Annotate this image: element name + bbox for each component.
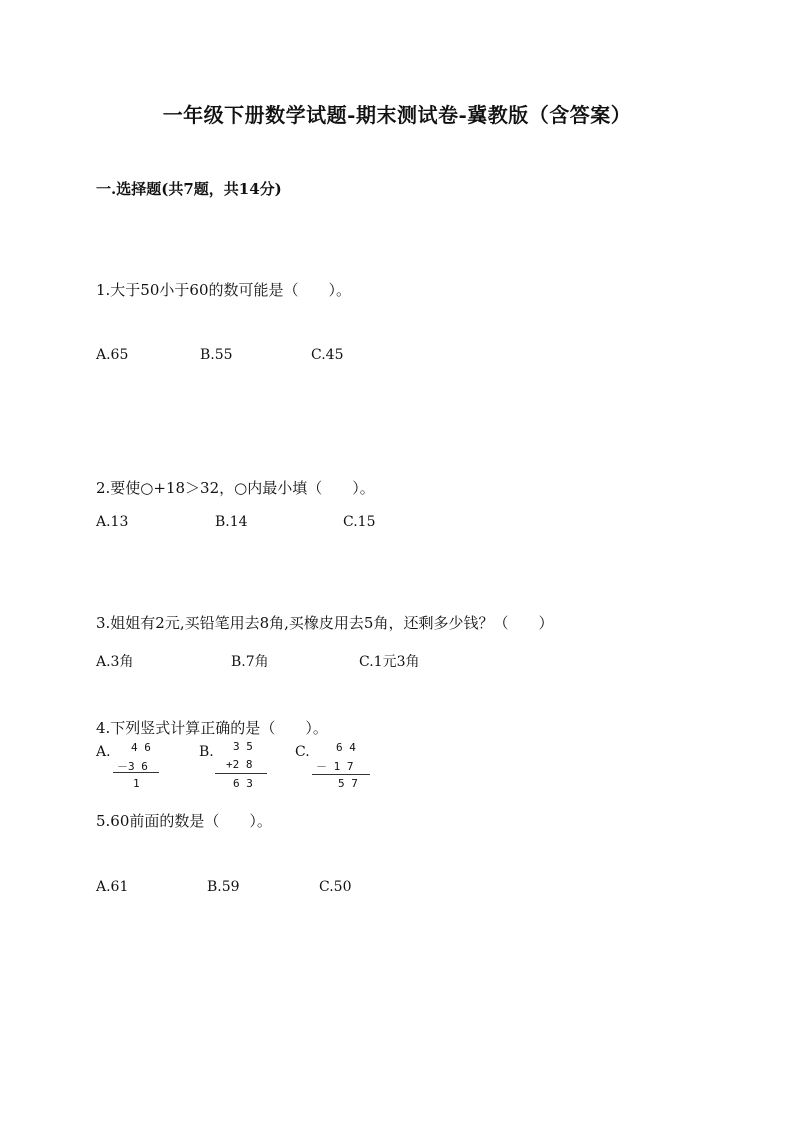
q3-option-a: A.3角 <box>96 654 134 670</box>
question-3: 3.姐姐有2元,买铅笔用去8角,买橡皮用去5角，还剩多少钱？（ ） <box>96 614 554 632</box>
q3-option-c: C.1元3角 <box>359 654 420 670</box>
q1-option-b: B.55 <box>200 347 233 363</box>
q4-c-bottom: 5 7 <box>338 777 358 790</box>
q4-c-rule <box>312 774 370 775</box>
q4-c-top: 6 4 <box>336 741 356 754</box>
q4-option-a-label: A. <box>96 744 111 760</box>
question-4: 4.下列竖式计算正确的是（ ）。 <box>96 719 328 737</box>
q4-b-bottom: 6 3 <box>233 777 253 790</box>
q4-option-c-label: C. <box>295 744 310 760</box>
q4-a-top: 4 6 <box>131 741 151 754</box>
q1-option-a: A.65 <box>96 347 129 363</box>
q2-option-a: A.13 <box>96 514 129 530</box>
q2-option-b: B.14 <box>215 514 248 530</box>
section-heading: 一.选择题(共7题，共14分) <box>96 180 282 198</box>
q5-option-a: A.61 <box>96 879 129 895</box>
question-2: 2.要使○+18＞32，○内最小填（ ）。 <box>96 479 375 497</box>
q4-a-bottom: 1 <box>133 777 140 790</box>
q4-option-b-label: B. <box>199 744 214 760</box>
page-title: 一年级下册数学试题-期末测试卷-冀教版（含答案） <box>162 103 632 127</box>
q2-option-c: C.15 <box>343 514 376 530</box>
q5-option-c: C.50 <box>319 879 352 895</box>
q4-b-mid: +2 8 <box>226 758 253 771</box>
q4-b-top: 3 5 <box>233 740 253 753</box>
q3-option-b: B.7角 <box>231 654 269 670</box>
q5-option-b: B.59 <box>207 879 240 895</box>
q4-a-mid: －3 6 <box>117 760 148 773</box>
question-1: 1.大于50小于60的数可能是（ ）。 <box>96 281 351 299</box>
q4-a-rule <box>113 772 159 773</box>
q4-b-rule <box>215 773 267 774</box>
question-5: 5.60前面的数是（ ）。 <box>96 812 272 830</box>
q1-option-c: C.45 <box>311 347 344 363</box>
q4-c-mid: － 1 7 <box>316 760 354 773</box>
